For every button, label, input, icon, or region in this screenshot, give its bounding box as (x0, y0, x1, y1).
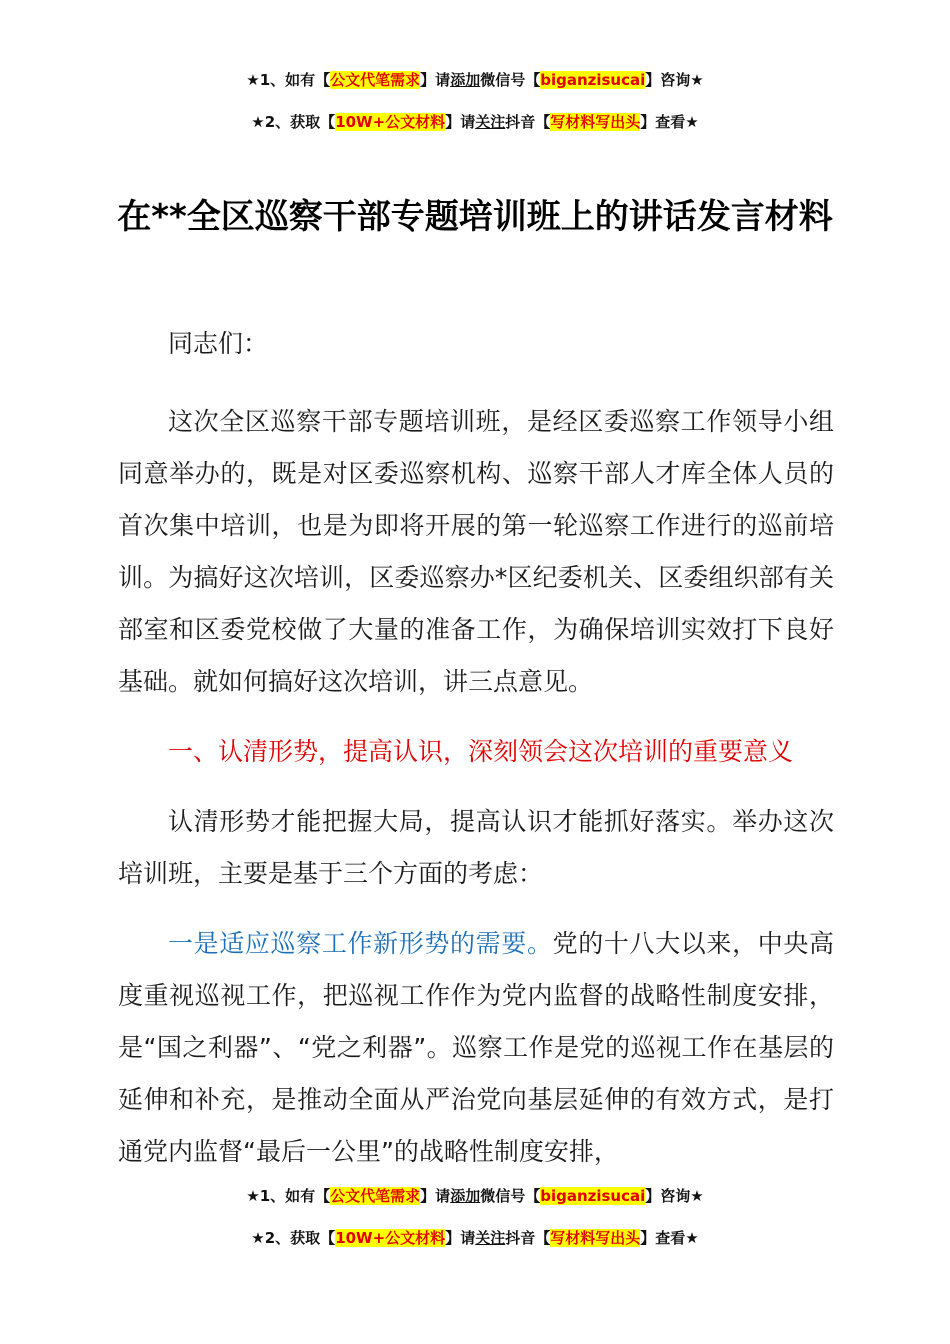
promo-text: 】查看★ (640, 113, 699, 131)
promo-highlight: 公文代笔需求 (330, 1187, 421, 1205)
promo-line-1 (0, 70, 950, 90)
promo-text: ★1、如有【 (246, 71, 331, 89)
promo-text: ★2、获取【 (251, 1229, 336, 1247)
promo-text: 】咨询★ (645, 71, 704, 89)
promo-text: 】请 (445, 1229, 476, 1247)
paragraph-context: 认清形势才能把握大局，提高认识才能抓好落实。举办这次培训班，主要是基于三个方面的考虑： (118, 807, 834, 888)
promo-underline: 关注 (475, 1229, 506, 1247)
promo-text: 】请 (420, 1187, 451, 1205)
promo-underline: 添加 (450, 71, 481, 89)
document-body (118, 318, 834, 1196)
point-lead: 一是适应巡察工作新形势的需要。 (168, 929, 553, 958)
promo-highlight: 10W+公文材料 (335, 113, 446, 131)
promo-highlight: 公文代笔需求 (330, 71, 421, 89)
promo-highlight: 写材料写出头 (550, 113, 641, 131)
document-title: 在**全区巡察干部专题培训班上的讲话发言材料 (117, 197, 833, 237)
promo-text: 微信号【 (480, 71, 541, 89)
section-heading-1: 一、认清形势，提高认识，深刻领会这次培训的重要意义 (168, 737, 794, 766)
promo-highlight: 10W+公文材料 (335, 1229, 446, 1247)
promo-line-2-footer (0, 1228, 950, 1248)
promo-highlight: biganzisucai (540, 1187, 646, 1205)
promo-highlight: 写材料写出头 (550, 1229, 641, 1247)
promo-text: 】请 (445, 113, 476, 131)
promo-line-2 (0, 112, 950, 132)
promo-text: ★2、获取【 (251, 113, 336, 131)
paragraph-point-1 (118, 918, 834, 1178)
promo-text: 微信号【 (480, 1187, 541, 1205)
promo-text: 】咨询★ (645, 1187, 704, 1205)
promo-text: 抖音【 (505, 113, 551, 131)
point-text: 党的十八大以来，中央高度重视巡视工作，把巡视工作作为党内监督的战略性制度安排，是“国之利器”、“党之利器”。巡察工作是党的巡视工作在基层的延伸和补充，是推动全面从严治党向基层延伸的有效方式，是打通党内监督“最后一公里”的战略性制度安排， (118, 929, 834, 1166)
promo-text: 】请 (420, 71, 451, 89)
promo-text: ★1、如有【 (246, 1187, 331, 1205)
promo-text: 】查看★ (640, 1229, 699, 1247)
promo-line-1-footer (0, 1186, 950, 1206)
paragraph-intro: 这次全区巡察干部专题培训班，是经区委巡察工作领导小组同意举办的，既是对区委巡察机构、巡察干部人才库全体人员的首次集中培训，也是为即将开展的第一轮巡察工作进行的巡前培训。为搞好这次培训，区委巡察办*区纪委机关、区委组织部有关部室和区委党校做了大量的准备工作，为确保培训实效打下良好基础。就如何搞好这次培训，讲三点意见。 (118, 407, 834, 696)
greeting: 同志们： (168, 329, 269, 358)
promo-underline: 关注 (475, 113, 506, 131)
promo-underline: 添加 (450, 1187, 481, 1205)
promo-text: 抖音【 (505, 1229, 551, 1247)
promo-highlight: biganzisucai (540, 71, 646, 89)
